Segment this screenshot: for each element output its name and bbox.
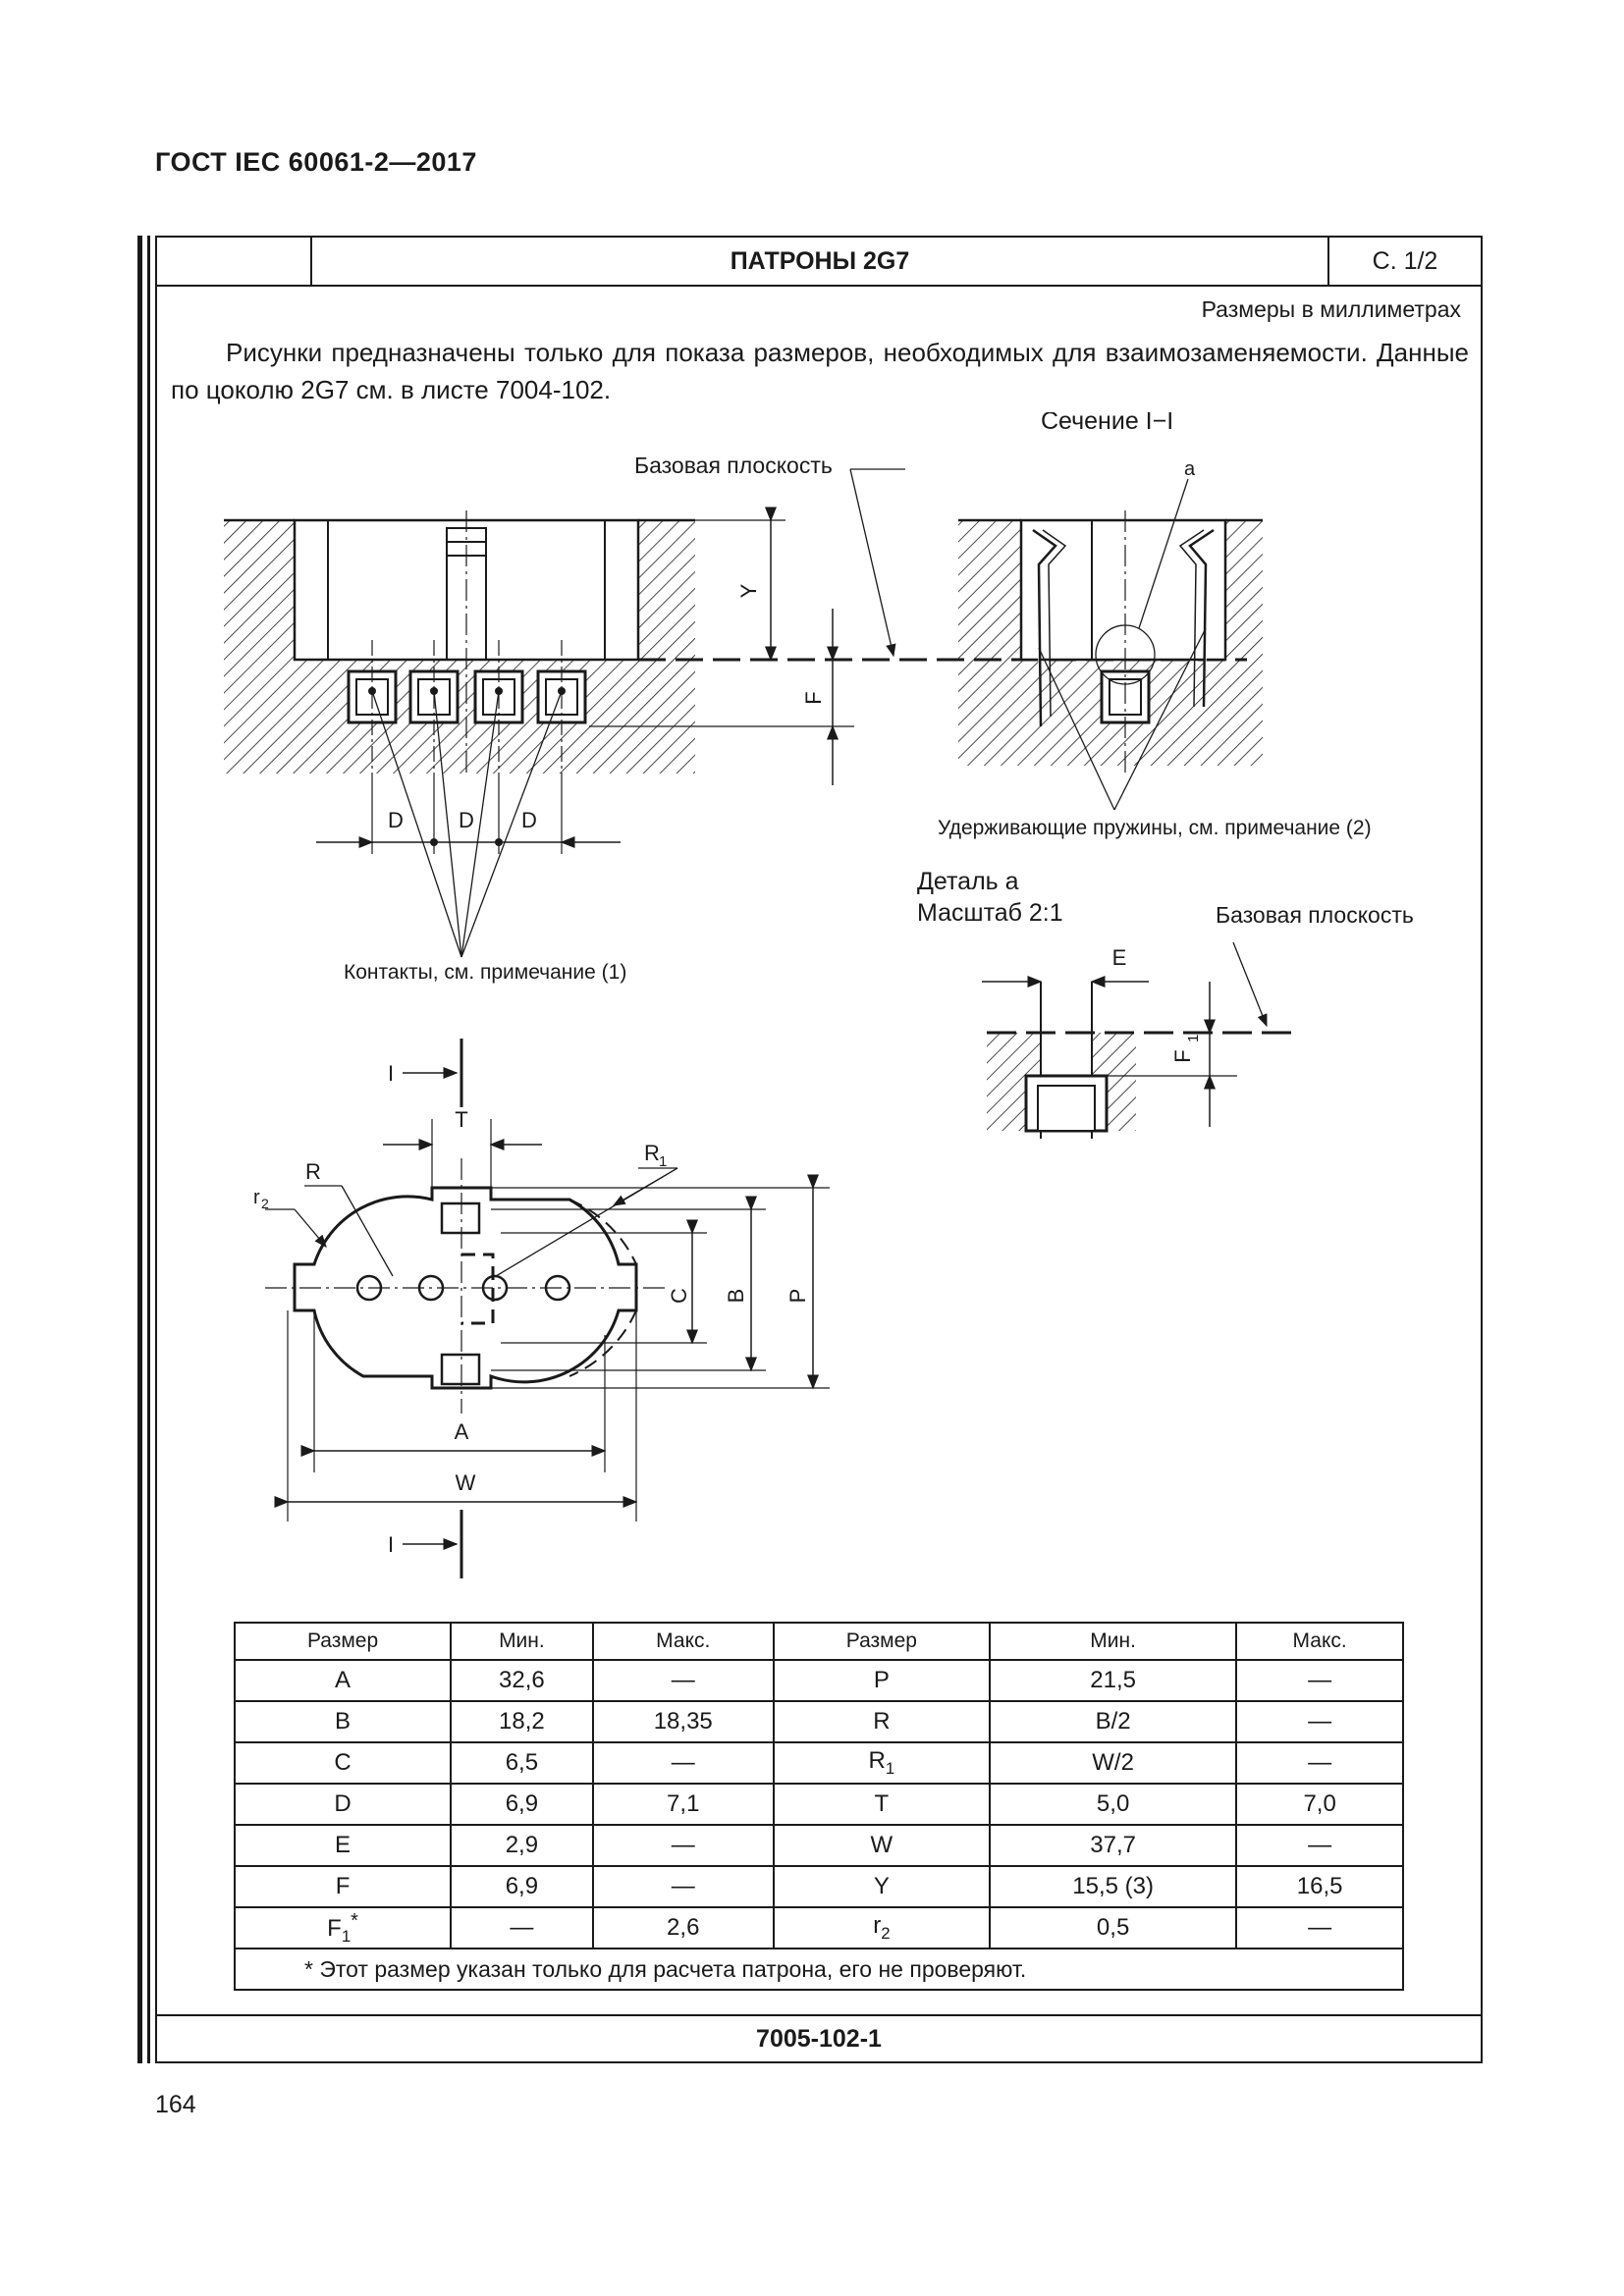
dim-r-label: R (305, 1159, 321, 1184)
table-cell: B/2 (990, 1701, 1236, 1742)
cell-symbol: F (327, 1914, 342, 1942)
dim-e-label: E (1111, 945, 1127, 970)
table-row (235, 1825, 1403, 1866)
dim-f-label: F (801, 691, 826, 705)
table-cell: 18,35 (593, 1701, 774, 1742)
table-cell: 7,1 (593, 1784, 774, 1825)
table-footnote: * Этот размер указан только для расчета патрона, его не проверяют. (235, 1949, 1403, 1990)
dim-w-label: W (455, 1470, 476, 1495)
header-size: Размер (235, 1623, 451, 1660)
table-header-row (235, 1623, 1403, 1660)
cell-symbol: r (873, 1912, 882, 1940)
table-cell: — (1236, 1742, 1403, 1784)
svg-text:R: R (644, 1141, 660, 1165)
detail-scale: Масштаб 2:1 (917, 899, 1063, 927)
sheet-title-row (157, 238, 1481, 287)
dim-f1-label (1170, 1035, 1202, 1063)
svg-text:2: 2 (261, 1196, 269, 1211)
table-cell: R (774, 1701, 990, 1742)
detail-a-marker: a (1184, 458, 1196, 480)
table-cell: C (235, 1742, 451, 1784)
table-row (235, 1742, 1403, 1784)
section-title: Сечение I−I (1041, 412, 1174, 435)
table-cell: P (774, 1660, 990, 1701)
detail-a (982, 942, 1294, 1139)
svg-text:1: 1 (1185, 1034, 1202, 1042)
table-cell: 6,5 (451, 1742, 593, 1784)
header-min: Мин. (990, 1623, 1236, 1660)
table-cell: B (235, 1701, 451, 1742)
table-cell: F (235, 1866, 451, 1907)
technical-drawing (157, 412, 1473, 1610)
table-row (235, 1784, 1403, 1825)
table-cell: — (1236, 1825, 1403, 1866)
table-cell: — (1236, 1701, 1403, 1742)
table-cell: — (593, 1866, 774, 1907)
cell-subscript: 1 (341, 1926, 352, 1946)
dim-t-label: T (455, 1107, 468, 1132)
table-footnote-row (235, 1949, 1403, 1990)
table-row (235, 1701, 1403, 1742)
springs-note: Удерживающие пружины, см. примечание (2) (938, 817, 1372, 839)
cell-symbol: R (868, 1747, 886, 1775)
table-row (235, 1866, 1403, 1907)
table-cell: 2,6 (593, 1907, 774, 1949)
dim-r1-label (644, 1141, 667, 1170)
intro-paragraph: Рисунки предназначены только для показа размеров, необходимых для взаимозаменяемости. Данные по цоколю 2G7 см. в листе 7004-102. (171, 338, 1469, 404)
svg-text:F: F (1170, 1049, 1195, 1063)
contacts-note: Контакты, см. примечание (1) (344, 961, 627, 984)
section-view (850, 469, 1263, 810)
base-plane-label-1: Базовая плоскость (634, 453, 833, 478)
table-cell: 6,9 (451, 1866, 593, 1907)
table-cell: T (774, 1784, 990, 1825)
table-row (235, 1907, 1403, 1949)
dimensions-table (234, 1622, 1404, 1991)
sheet-page-indicator: С. 1/2 (1327, 238, 1481, 285)
dim-a-label: A (454, 1419, 469, 1444)
table-cell: Y (774, 1866, 990, 1907)
sheet-title: ПАТРОНЫ 2G7 (730, 247, 910, 275)
header-size: Размер (774, 1623, 990, 1660)
table-cell: W/2 (990, 1742, 1236, 1784)
dim-d-label-3: D (521, 808, 537, 832)
table-cell: 15,5 (3) (990, 1866, 1236, 1907)
section-mark-bottom: I (388, 1532, 395, 1557)
table-cell: A (235, 1660, 451, 1701)
table-cell: — (593, 1825, 774, 1866)
dim-b-label: B (724, 1288, 748, 1304)
header-max: Макс. (593, 1623, 774, 1660)
svg-text:r: r (253, 1187, 260, 1208)
dim-c-label: C (667, 1288, 691, 1304)
table-cell: 37,7 (990, 1825, 1236, 1866)
table-cell: 32,6 (451, 1660, 593, 1701)
table-cell: — (1236, 1907, 1403, 1949)
table-cell: W (774, 1825, 990, 1866)
page-number: 164 (155, 2091, 196, 2118)
header-min: Мин. (451, 1623, 593, 1660)
table-cell: 16,5 (1236, 1866, 1403, 1907)
dim-r2-label (253, 1187, 269, 1211)
dim-d-label-1: D (388, 808, 404, 832)
table-cell: 7,0 (1236, 1784, 1403, 1825)
table-cell: — (451, 1907, 593, 1949)
table-row (235, 1660, 1403, 1701)
plan-view (265, 1039, 830, 1578)
dim-d-label-2: D (459, 808, 474, 832)
cell-star: * (351, 1909, 358, 1932)
detail-title: Деталь a (917, 868, 1019, 895)
document-header: ГОСТ IEC 60061-2—2017 (155, 147, 477, 177)
sheet-footer-code: 7005-102-1 (157, 2014, 1481, 2061)
table-cell (235, 1907, 451, 1949)
base-plane-label-2: Базовая плоскость (1216, 902, 1414, 928)
dim-y-label: Y (736, 583, 761, 599)
table-cell: 18,2 (451, 1701, 593, 1742)
table-cell: 2,9 (451, 1825, 593, 1866)
cell-subscript: 1 (885, 1758, 895, 1778)
table-cell (774, 1907, 990, 1949)
dim-p-label: P (785, 1288, 810, 1304)
svg-text:1: 1 (659, 1153, 668, 1170)
table-cell (774, 1742, 990, 1784)
sheet-border-left-thick (137, 236, 142, 2063)
cell-subscript: 2 (881, 1923, 891, 1943)
table-cell: — (593, 1742, 774, 1784)
units-note: Размеры в миллиметрах (1201, 296, 1461, 322)
title-left-cell (157, 238, 312, 285)
table-cell: E (235, 1825, 451, 1866)
table-cell: 5,0 (990, 1784, 1236, 1825)
table-cell: 21,5 (990, 1660, 1236, 1701)
table-cell: — (593, 1660, 774, 1701)
table-cell: D (235, 1784, 451, 1825)
sheet-border-left-thin (147, 236, 150, 2063)
table-cell: — (1236, 1660, 1403, 1701)
header-max: Макс. (1236, 1623, 1403, 1660)
table-cell: 6,9 (451, 1784, 593, 1825)
section-mark-top: I (388, 1061, 395, 1086)
table-cell: 0,5 (990, 1907, 1236, 1949)
